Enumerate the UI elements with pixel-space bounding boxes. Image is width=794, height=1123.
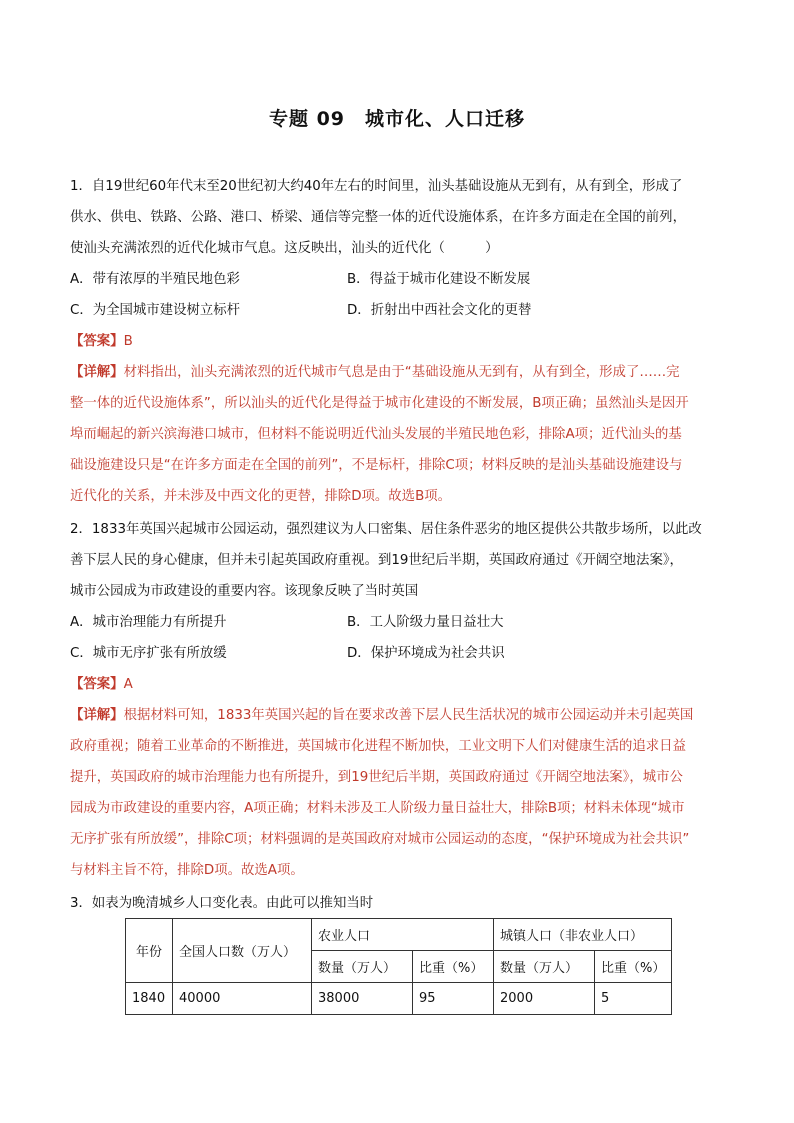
- option-a: A．城市治理能力有所提升: [70, 615, 227, 630]
- header-qty-urban: 数量（万人）: [494, 951, 595, 983]
- question-1-line: 使汕头充满浓烈的近代化城市气息。这反映出，汕头的近代化（ ）: [70, 241, 499, 256]
- header-qty-agri: 数量（万人）: [312, 951, 413, 983]
- detail-line: 园成为市政建设的重要内容，A项正确；材料未涉及工人阶级力量日益壮大，排除B项；材料未体现“城市: [70, 801, 685, 816]
- question-1-line: 1．自19世纪60年代末至20世纪初大约40年左右的时间里，汕头基础设施从无到有，从有到全，形成了: [70, 179, 683, 194]
- detail-line: 埠而崛起的新兴滨海港口城市，但材料不能说明近代汕头发展的半殖民地色彩，排除A项；近代汕头的基: [70, 427, 682, 442]
- detail-line: 提升，英国政府的城市治理能力也有所提升，到19世纪后半期，英国政府通过《开阔空地法案》，城市公: [70, 770, 683, 785]
- option-b: B．工人阶级力量日益壮大: [347, 615, 504, 630]
- population-table: [125, 918, 672, 1015]
- page-title: 专题 09 城市化、人口迁移: [268, 108, 526, 130]
- option-c: C．为全国城市建设树立标杆: [70, 303, 241, 318]
- question-2-options: [70, 607, 725, 669]
- cell-urban-ratio: 5: [595, 983, 672, 1015]
- table-row: [126, 983, 672, 1015]
- question-2-line: 善下层人民的身心健康，但并未引起英国政府重视。到19世纪后半期，英国政府通过《开阔空地法案》，: [70, 553, 683, 568]
- answer-value: A: [123, 677, 133, 692]
- detail-line: 近代化的关系，并未涉及中西文化的更替，排除D项。故选B项。: [70, 489, 452, 504]
- question-1: [70, 171, 725, 512]
- cell-agri-ratio: 95: [413, 983, 494, 1015]
- header-ratio-urban: 比重（%）: [595, 951, 672, 983]
- question-3-line: 3．如表为晚清城乡人口变化表。由此可以推知当时: [70, 896, 374, 911]
- detail-line: [70, 357, 725, 388]
- detail-text: 根据材料可知，1833年英国兴起的旨在要求改善下层人民生活状况的城市公园运动并未引起英国: [123, 708, 694, 723]
- answer-value: B: [123, 334, 133, 349]
- detail-line: 与材料主旨不符，排除D项。故选A项。: [70, 863, 304, 878]
- cell-urban-qty: 2000: [494, 983, 595, 1015]
- detail-tag: 【详解】: [70, 708, 124, 723]
- option-c: C．城市无序扩张有所放缓: [70, 646, 227, 661]
- header-agri: 农业人口: [312, 919, 494, 951]
- question-1-line: 供水、供电、铁路、公路、港口、桥梁、通信等完整一体的近代设施体系，在许多方面走在全国的前列，: [70, 210, 686, 225]
- header-total: 全国人口数（万人）: [173, 919, 312, 983]
- table-header-row: [126, 919, 672, 951]
- cell-year: 1840: [126, 983, 173, 1015]
- answer-tag: 【答案】: [70, 677, 124, 692]
- answer-line: [70, 669, 725, 700]
- question-2: [70, 514, 725, 886]
- header-urban: 城镇人口（非农业人口）: [494, 919, 672, 951]
- question-2-line: 城市公园成为市政建设的重要内容。该现象反映了当时英国: [70, 584, 419, 599]
- answer-line: [70, 326, 725, 357]
- detail-line: 础设施建设只是“在许多方面走在全国的前列”，不是标杆，排除C项；材料反映的是汕头基础设施建设与: [70, 458, 683, 473]
- header-ratio-agri: 比重（%）: [413, 951, 494, 983]
- option-d: D．保护环境成为社会共识: [347, 646, 505, 661]
- header-year: 年份: [126, 919, 173, 983]
- detail-line: 政府重视；随着工业革命的不断推进，英国城市化进程不断加快，工业文明下人们对健康生活的追求日益: [70, 739, 686, 754]
- detail-line: 无序扩张有所放缓”，排除C项；材料强调的是英国政府对城市公园运动的态度，“保护环境成为社会共识”: [70, 832, 690, 847]
- cell-total: 40000: [173, 983, 312, 1015]
- detail-text: 材料指出，汕头充满浓烈的近代城市气息是由于“基础设施从无到有，从有到全，形成了……完: [123, 365, 680, 380]
- option-d: D．折射出中西社会文化的更替: [347, 303, 532, 318]
- answer-tag: 【答案】: [70, 334, 124, 349]
- detail-line: [70, 700, 725, 731]
- question-3: [70, 888, 725, 919]
- option-a: A．带有浓厚的半殖民地色彩: [70, 272, 240, 287]
- option-b: B．得益于城市化建设不断发展: [347, 272, 531, 287]
- question-1-options: [70, 264, 725, 326]
- question-2-line: 2．1833年英国兴起城市公园运动，强烈建议为人口密集、居住条件恶劣的地区提供公共散步场所，以此改: [70, 522, 702, 537]
- detail-line: 整一体的近代设施体系”，所以汕头的近代化是得益于城市化建设的不断发展，B项正确；虽然汕头是因开: [70, 396, 689, 411]
- detail-tag: 【详解】: [70, 365, 124, 380]
- cell-agri-qty: 38000: [312, 983, 413, 1015]
